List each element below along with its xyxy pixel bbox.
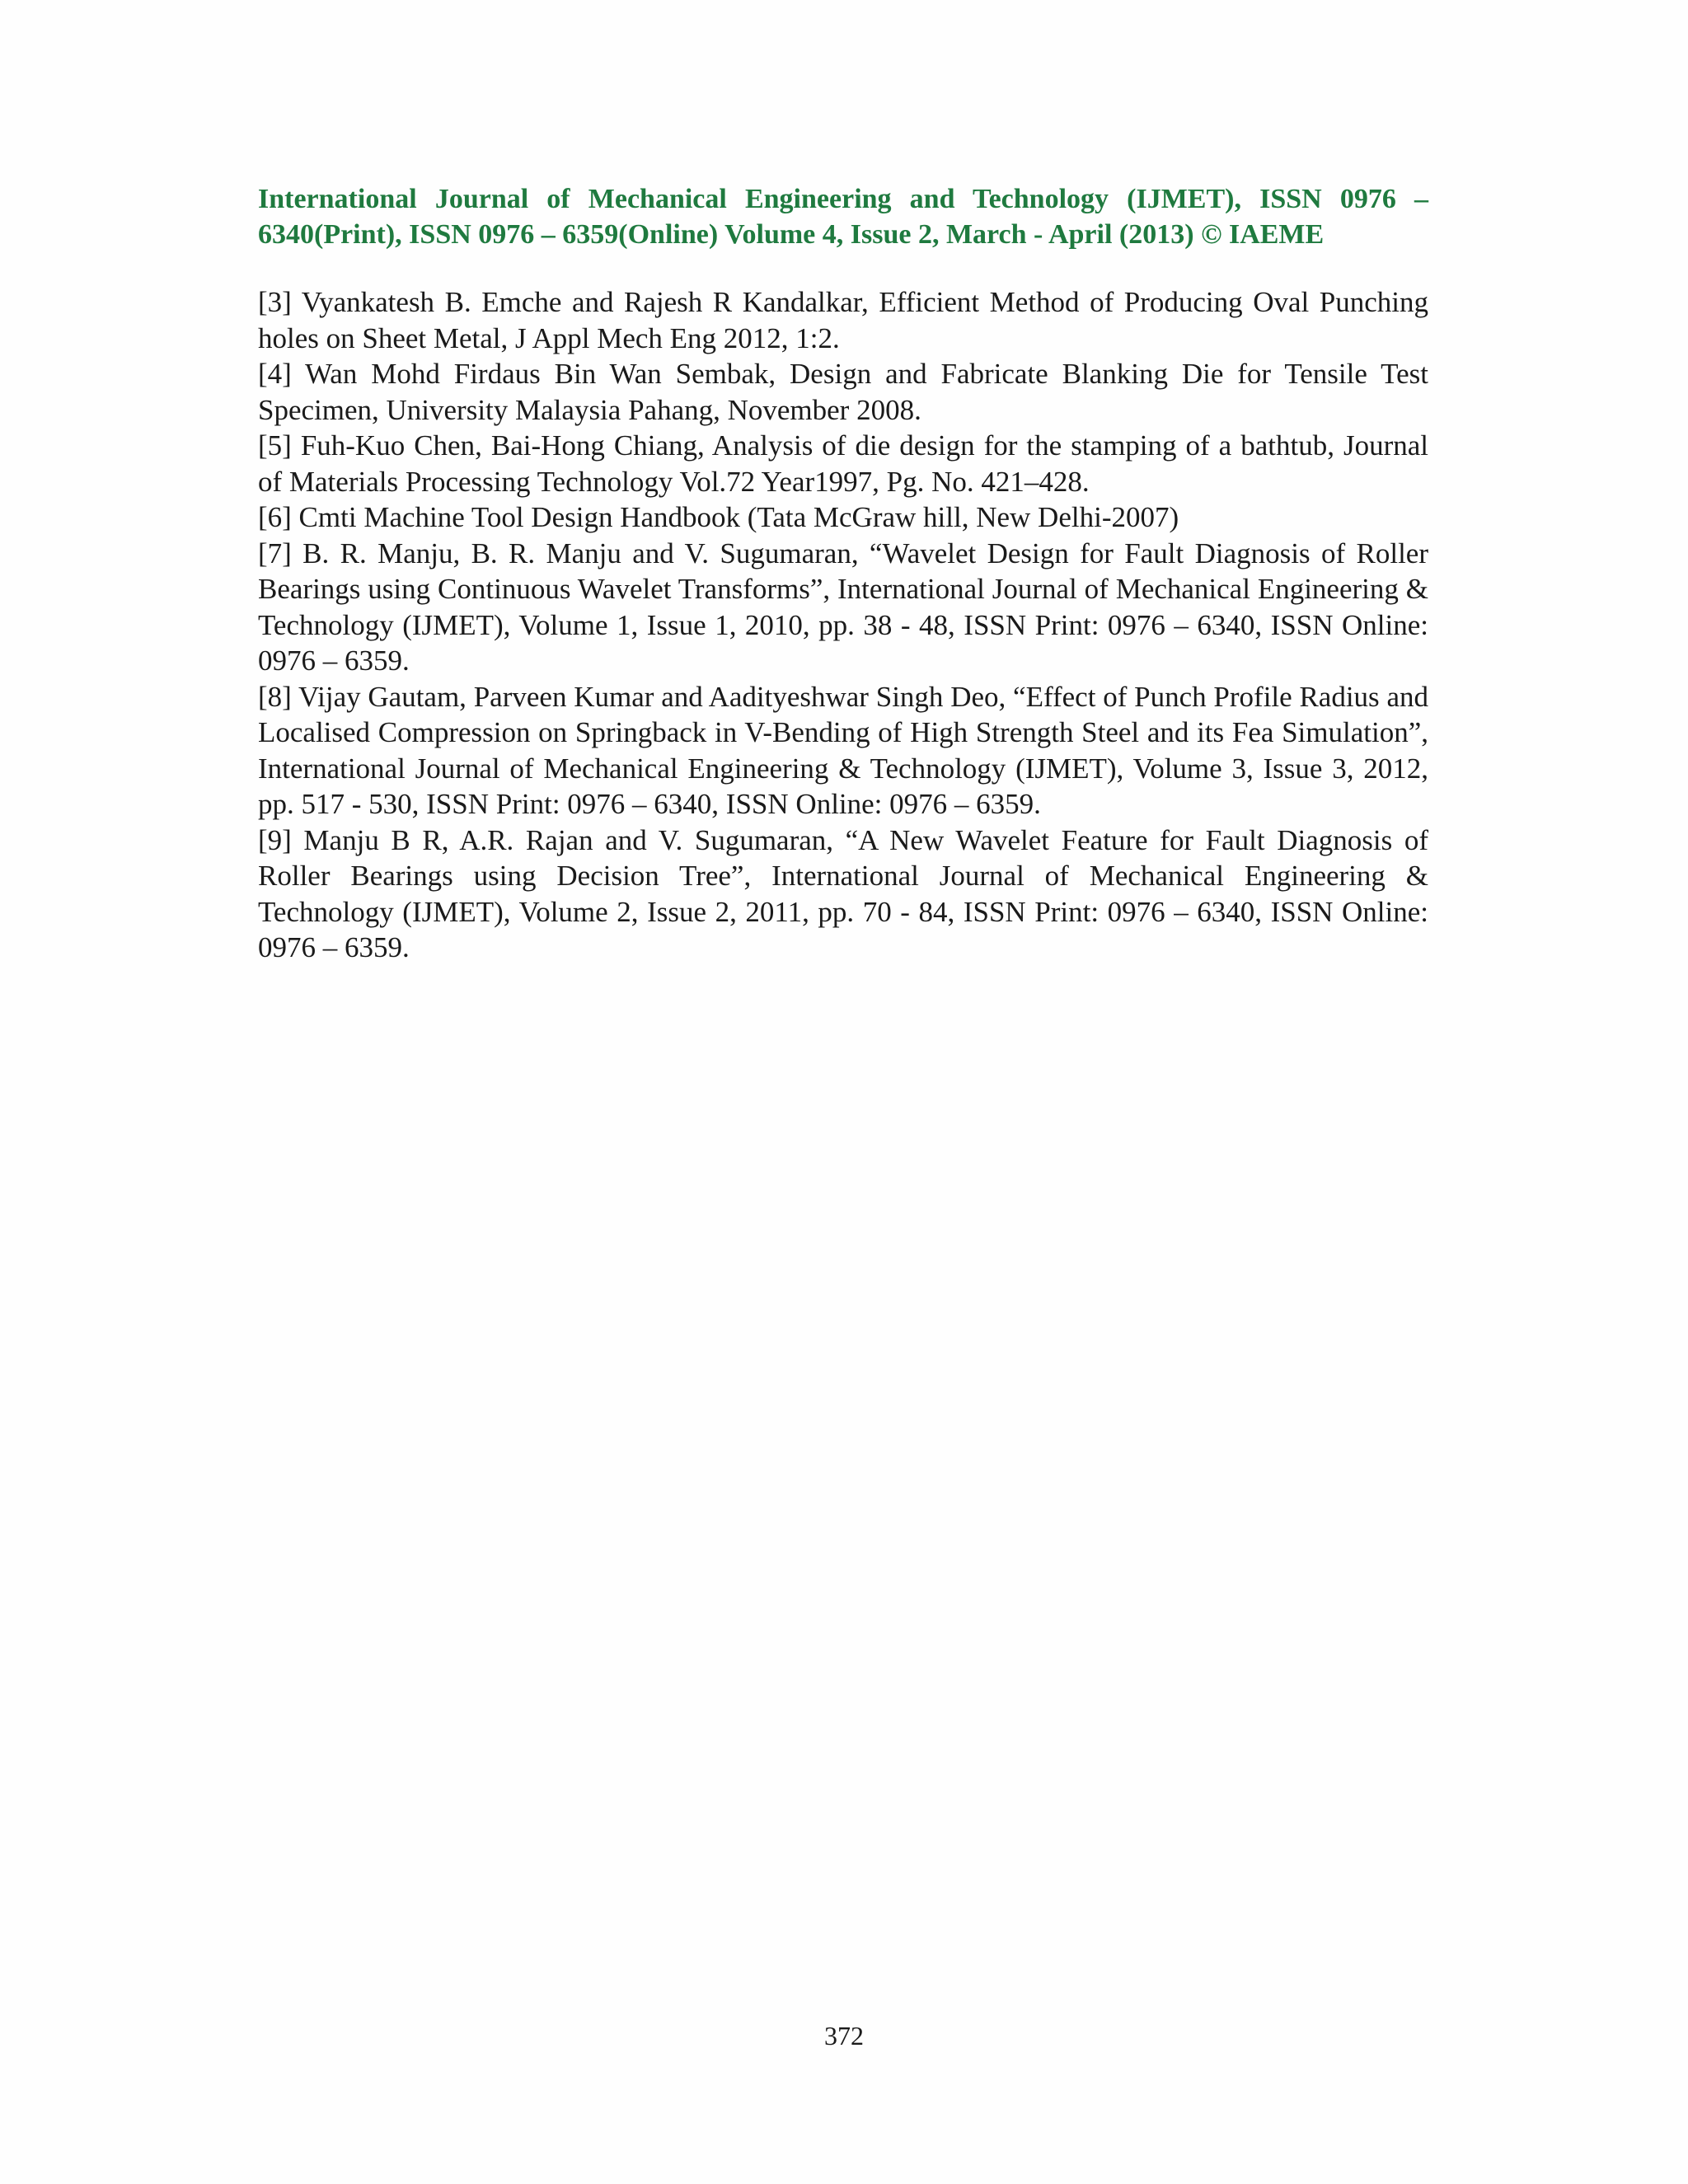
journal-header-line-2: 6340(Print), ISSN 0976 – 6359(Online) Volume 4, Issue 2, March - April (2013) © IAEME [258, 219, 1325, 250]
reference-5: [5] Fuh-Kuo Chen, Bai-Hong Chiang, Analysis of die design for the stamping of a bathtub, Journal of Materials Processing Technology Vol.72 Year1997, Pg. No. 421–428. [258, 429, 1428, 498]
page-number: 372 [824, 2021, 864, 2050]
reference-6: [6] Cmti Machine Tool Design Handbook (Tata McGraw hill, New Delhi-2007) [258, 501, 1179, 533]
reference-9: [9] Manju B R, A.R. Rajan and V. Sugumaran, “A New Wavelet Feature for Fault Diagnosis of Roller Bearings using Decision Tree”, International Journal of Mechanical Engineering & Technology (IJMET), Volume 2, Issue 2, 2011, pp. 70 - 84, ISSN Print: 0976 – 6340, ISSN Online: 0976 – 6359. [258, 823, 1428, 963]
reference-4: [4] Wan Mohd Firdaus Bin Wan Sembak, Design and Fabricate Blanking Die for Tensile Test Specimen, University Malaysia Pahang, November 2008. [258, 358, 1428, 426]
reference-8: [8] Vijay Gautam, Parveen Kumar and Aadityeshwar Singh Deo, “Effect of Punch Profile Radius and Localised Compression on Springback in V-Bending of High Strength Steel and its Fea Simulation”, International Journal of Mechanical Engineering & Technology (IJMET), Volume 3, Issue 3, 2012, pp. 517 - 530, ISSN Print: 0976 – 6340, ISSN Online: 0976 – 6359. [258, 680, 1428, 820]
reference-list [258, 284, 1428, 966]
reference-3: [3] Vyankatesh B. Emche and Rajesh R Kandalkar, Efficient Method of Producing Oval Punching holes on Sheet Metal, J Appl Mech Eng 2012, 1:2. [258, 286, 1428, 354]
journal-header-line-1: International Journal of Mechanical Engineering and Technology (IJMET), ISSN 0976 – [258, 184, 1428, 214]
journal-header [258, 181, 1428, 252]
reference-7: [7] B. R. Manju, B. R. Manju and V. Sugumaran, “Wavelet Design for Fault Diagnosis of Roller Bearings using Continuous Wavelet Transforms”, International Journal of Mechanical Engineering & Technology (IJMET), Volume 1, Issue 1, 2010, pp. 38 - 48, ISSN Print: 0976 – 6340, ISSN Online: 0976 – 6359. [258, 537, 1428, 677]
